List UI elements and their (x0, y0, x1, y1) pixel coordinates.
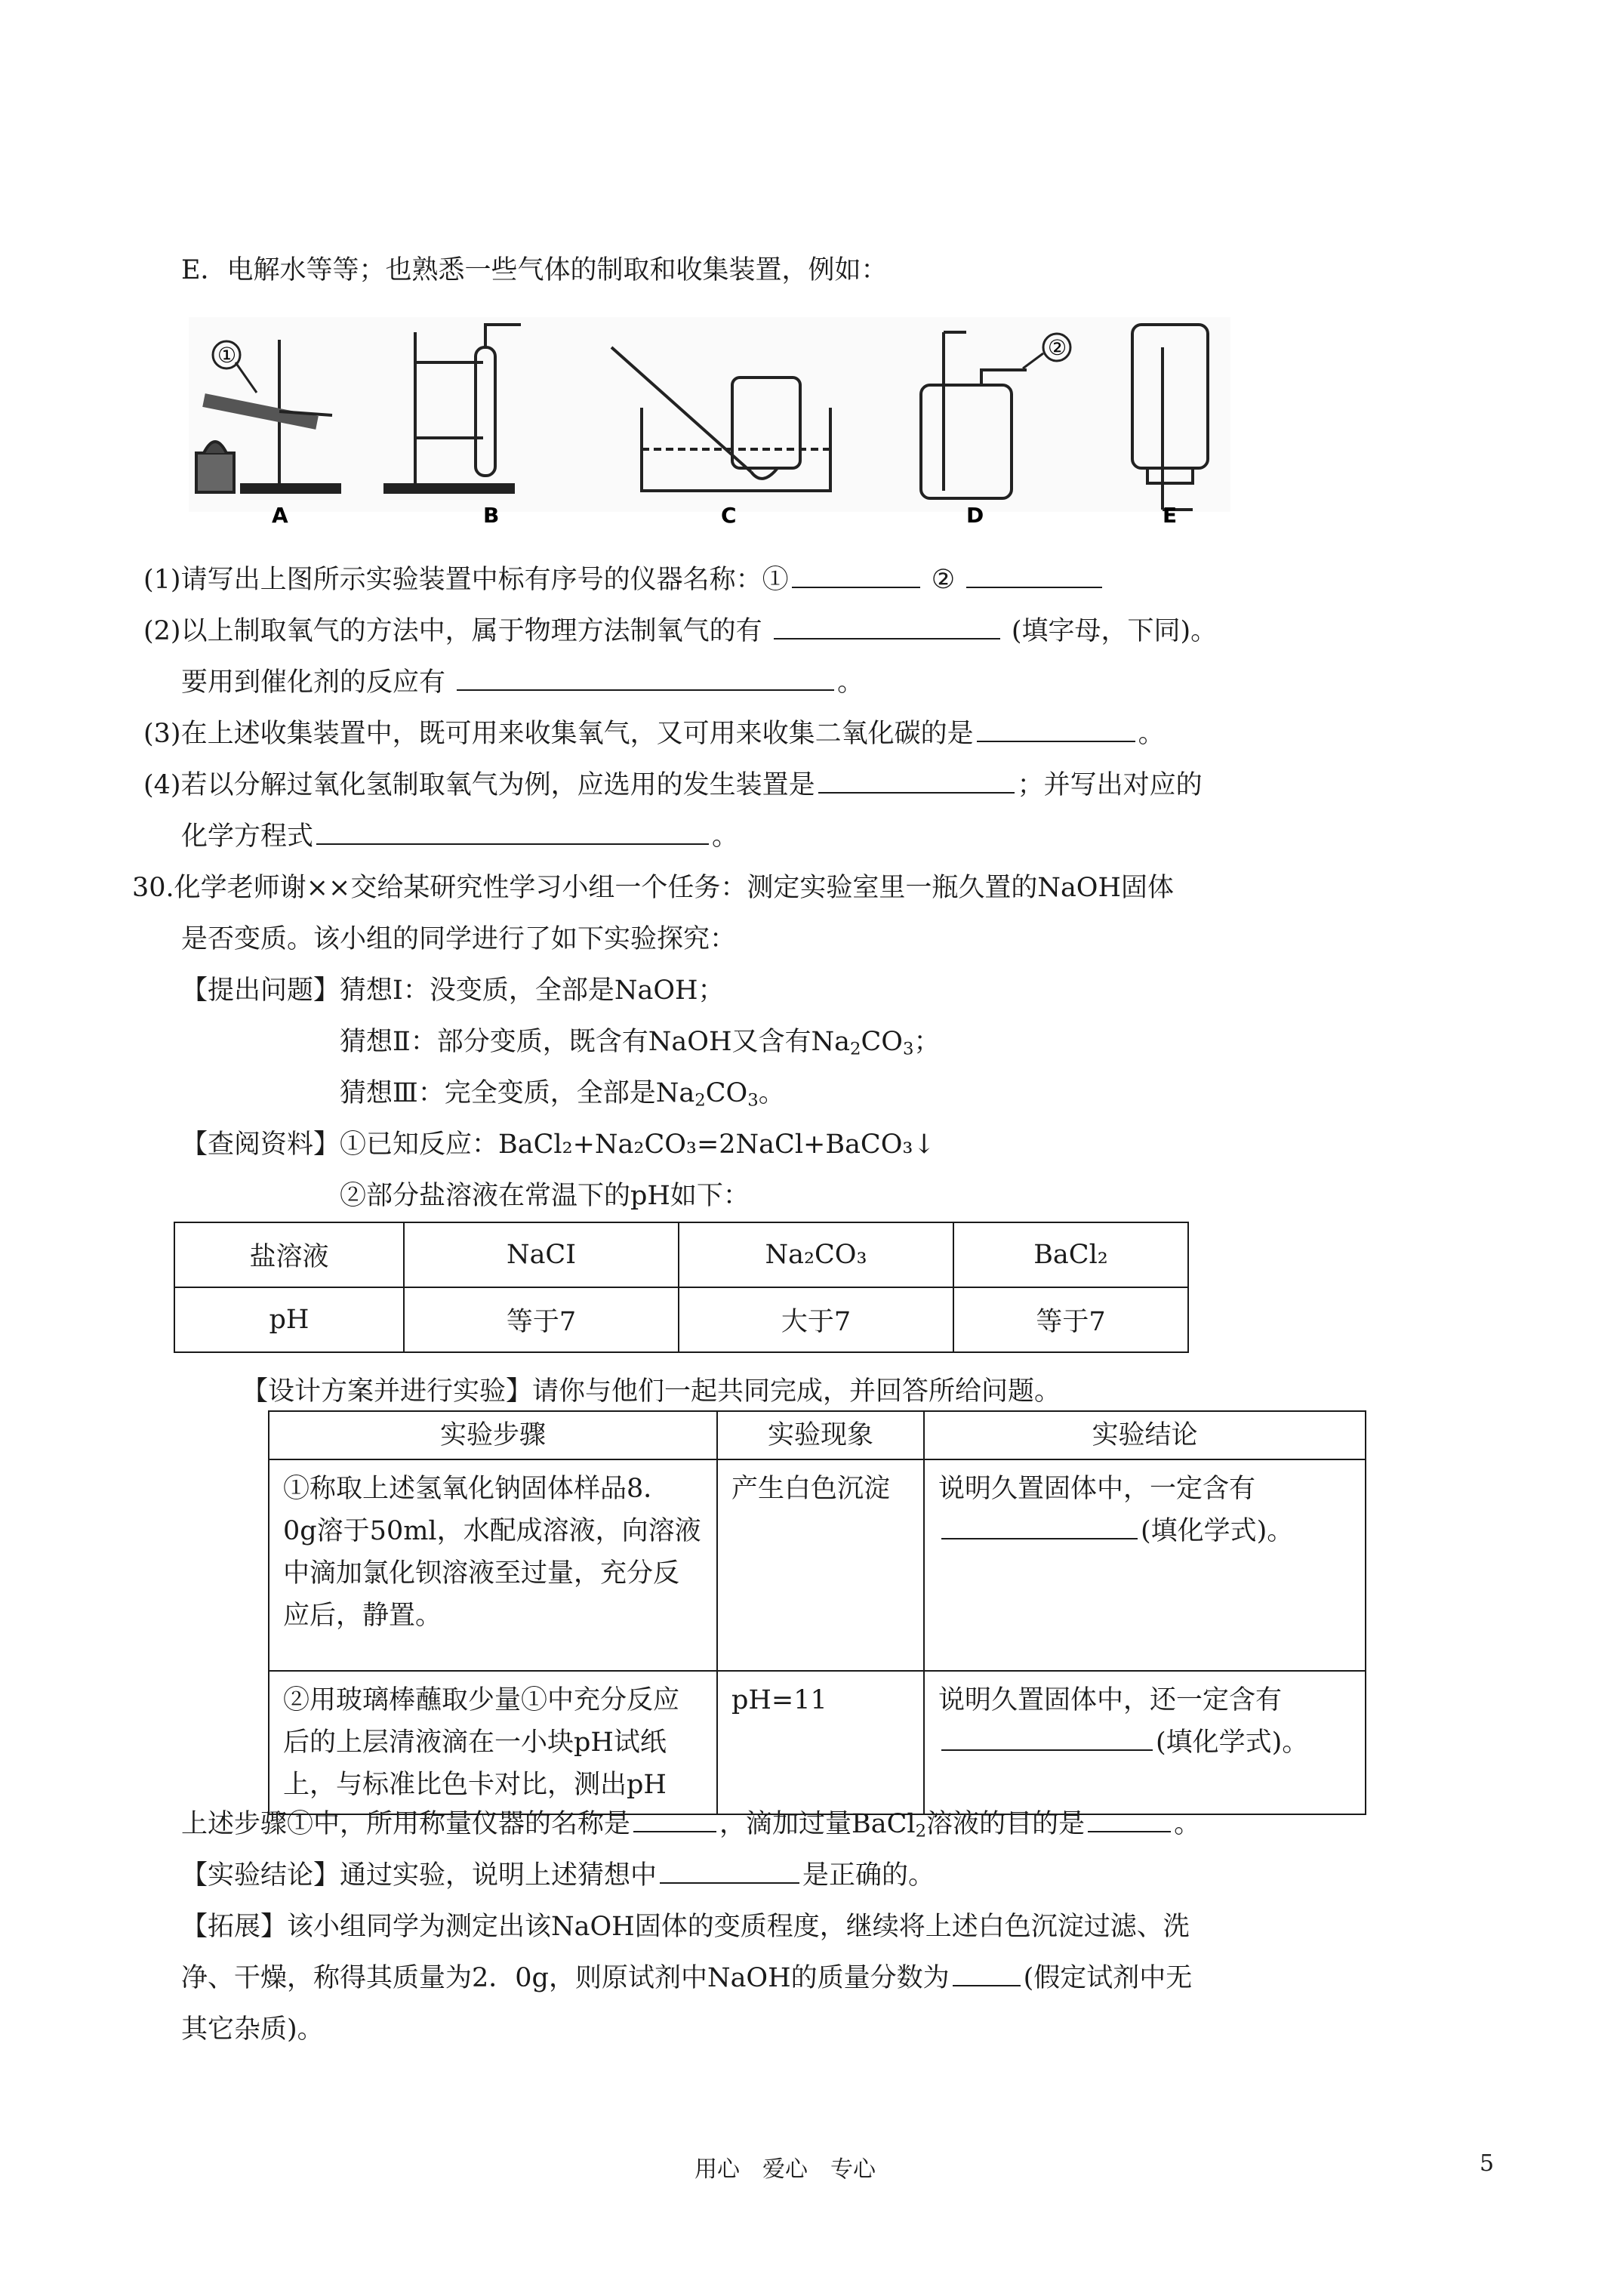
q2-line1-post: (填字母，下同)。 (1011, 616, 1218, 646)
q4-blank-2[interactable] (316, 818, 709, 845)
weighing-blank[interactable] (633, 1805, 716, 1832)
page-number: 5 (1480, 2150, 1495, 2177)
apparatus-marker-2: ② (1048, 335, 1067, 360)
exp-step-1: ①称取上述氢氧化钠固体样品8．0g溶于50ml，水配成溶液，向溶液中滴加氯化钡溶液至过量，充分反应后，静置。 (269, 1459, 717, 1671)
hypothesis-3-text: 猜想Ⅲ：完全变质，全部是Na (340, 1078, 695, 1108)
intro-line: E．电解水等等；也熟悉一些气体的制取和收集装置，例如： (181, 255, 888, 285)
q4-line2-post: 。 (712, 821, 739, 852)
purpose-blank[interactable] (1088, 1805, 1171, 1832)
extension-line-3: 其它杂质)。 (181, 2014, 324, 2045)
hypothesis-label: 【提出问题】 (181, 975, 340, 1006)
exp-header-conclusion: 实验结论 (924, 1411, 1366, 1459)
exp-conclusion-2-text: 说明久置固体中，还一定含有 (938, 1685, 1283, 1715)
ph-header-nacl: NaCI (404, 1222, 679, 1287)
question-2-line-1 (143, 610, 1217, 648)
after-table-line-1-end: 。 (1174, 1809, 1201, 1839)
q2-blank-2[interactable] (457, 664, 834, 691)
apparatus-label-c: C (721, 503, 737, 528)
hypothesis-3-end: 。 (758, 1078, 785, 1108)
exp-step-2: ②用玻璃棒蘸取少量①中充分反应后的上层清液滴在一小块pH试纸上，与标准比色卡对比，测出pH (269, 1671, 717, 1814)
ph-bacl2-value: 等于7 (953, 1287, 1188, 1352)
extension-line-2-end: (假定试剂中无 (1023, 1963, 1193, 1993)
hypothesis-3: 猜想Ⅲ：完全变质，全部是$Na_2CO_3$。 (340, 1078, 785, 1111)
exp-conclusion-2-hint: (填化学式)。 (1156, 1727, 1309, 1758)
design-label: 【设计方案并进行实验】请你与他们一起共同完成，并回答所给问题。 (242, 1376, 1061, 1407)
conclusion-blank[interactable] (660, 1857, 799, 1884)
question-2-line-2 (181, 661, 864, 699)
q3-pre: (3)在上述收集装置中，既可用来收集氧气，又可用来收集二氧化碳的是 (143, 719, 974, 749)
exp-conclusion-2-blank[interactable] (941, 1724, 1153, 1751)
conclusion-text: 【实验结论】通过实验，说明上述猜想中 (181, 1860, 658, 1891)
hypothesis-1: 猜想Ⅰ：没变质，全部是NaOH； (340, 975, 725, 1006)
q2-line2-post: 。 (837, 667, 864, 698)
bacl2-question-end: 溶液的目的是 (926, 1809, 1086, 1839)
ph-na2co3-value: 大于7 (679, 1287, 953, 1352)
extension-line-2 (181, 1957, 1192, 1995)
q4-line1-post: ；并写出对应的 (1017, 770, 1203, 800)
conclusion-end: 是正确的。 (802, 1860, 935, 1891)
conclusion-line (181, 1854, 935, 1892)
experiment-table (268, 1410, 1366, 1815)
q4-blank-1[interactable] (818, 766, 1015, 794)
hypothesis-2: 猜想Ⅱ：部分变质，既含有NaOH又含有$Na_2CO_3$； (340, 1027, 941, 1059)
question-3 (143, 713, 1165, 750)
exp-conclusion-1-hint: (填化学式)。 (1141, 1516, 1294, 1546)
apparatus-label-b: B (483, 503, 500, 528)
q2-blank-1[interactable] (774, 612, 1000, 639)
weighing-question: 上述步骤①中，所用称量仪器的名称是 (181, 1809, 631, 1839)
exp-conclusion-2 (924, 1671, 1366, 1814)
ph-header-na2co3: Na₂CO₃ (679, 1222, 953, 1287)
ph-header-bacl2: BaCl₂ (953, 1222, 1188, 1287)
exp-phenomenon-2: pH=11 (717, 1671, 924, 1814)
question-4-line-2 (181, 815, 738, 853)
exp-conclusion-1-text: 说明久置固体中，一定含有 (938, 1474, 1256, 1504)
apparatus-label-e: E (1163, 503, 1178, 528)
reference-label: 【查阅资料】 (181, 1130, 340, 1160)
hypothesis-2-end: ； (913, 1027, 941, 1057)
q30-line-1: 30.化学老师谢××交给某研究性学习小组一个任务：测定实验室里一瓶久置的NaOH固体 (132, 873, 1175, 903)
mass-fraction-blank[interactable] (953, 1959, 1021, 1986)
apparatus-label-d: D (966, 503, 984, 528)
ph-row-label: pH (174, 1287, 404, 1352)
exp-header-phenomenon: 实验现象 (717, 1411, 924, 1459)
exp-conclusion-1-blank[interactable] (941, 1512, 1138, 1539)
q1-text: (1)请写出上图所示实验装置中标有序号的仪器名称：① (143, 565, 789, 595)
question-4-line-1 (143, 764, 1203, 802)
reference-2: ②部分盐溶液在常温下的pH如下： (340, 1181, 750, 1211)
apparatus-figure (189, 317, 1230, 529)
reference-1: ①已知反应：BaCl₂+Na₂CO₃=2NaCl+BaCO₃↓ (340, 1130, 935, 1160)
q30-line-2: 是否变质。该小组的同学进行了如下实验探究： (181, 924, 737, 954)
apparatus-label-a: A (272, 503, 288, 528)
ph-header-salt: 盐溶液 (174, 1222, 404, 1287)
q2-line2-pre: 要用到催化剂的反应有 (181, 667, 446, 698)
apparatus-marker-1: ① (217, 343, 237, 368)
exp-conclusion-1 (924, 1459, 1366, 1671)
q4-line2-pre: 化学方程式 (181, 821, 314, 852)
q1-mid: ② (931, 565, 956, 595)
q1-blank-2[interactable] (966, 561, 1102, 588)
ph-nacl-value: 等于7 (404, 1287, 679, 1352)
hypothesis-1-row (181, 969, 725, 1007)
extension-line-2-text: 净、干燥，称得其质量为2．0g，则原试剂中NaOH的质量分数为 (181, 1963, 950, 1993)
apparatus-diagram (189, 317, 1230, 529)
q2-line1-pre: (2)以上制取氧气的方法中，属于物理方法制氧气的有 (143, 616, 762, 646)
ph-table (174, 1222, 1189, 1353)
q1-blank-1[interactable] (792, 561, 920, 588)
q4-line1-pre: (4)若以分解过氧化氢制取氧气为例，应选用的发生装置是 (143, 770, 815, 800)
reference-row-1 (181, 1123, 935, 1161)
footer-motto: 用心 爱心 专心 (694, 2156, 876, 2183)
bacl2-question: ，滴加过量BaCl (719, 1809, 916, 1839)
hypothesis-2-text: 猜想Ⅱ：部分变质，既含有NaOH又含有Na (340, 1027, 850, 1057)
q3-post: 。 (1138, 719, 1165, 749)
q3-blank[interactable] (977, 715, 1135, 742)
exp-header-steps: 实验步骤 (269, 1411, 717, 1459)
exp-phenomenon-1: 产生白色沉淀 (717, 1459, 924, 1671)
after-table-line-1: 上述步骤①中，所用称量仪器的名称是 ，滴加过量BaCl$_2$溶液的目的是 。 (181, 1803, 1200, 1841)
extension-line-1: 【拓展】该小组同学为测定出该NaOH固体的变质程度，继续将上述白色沉淀过滤、洗 (181, 1912, 1190, 1942)
question-1 (143, 559, 1105, 596)
